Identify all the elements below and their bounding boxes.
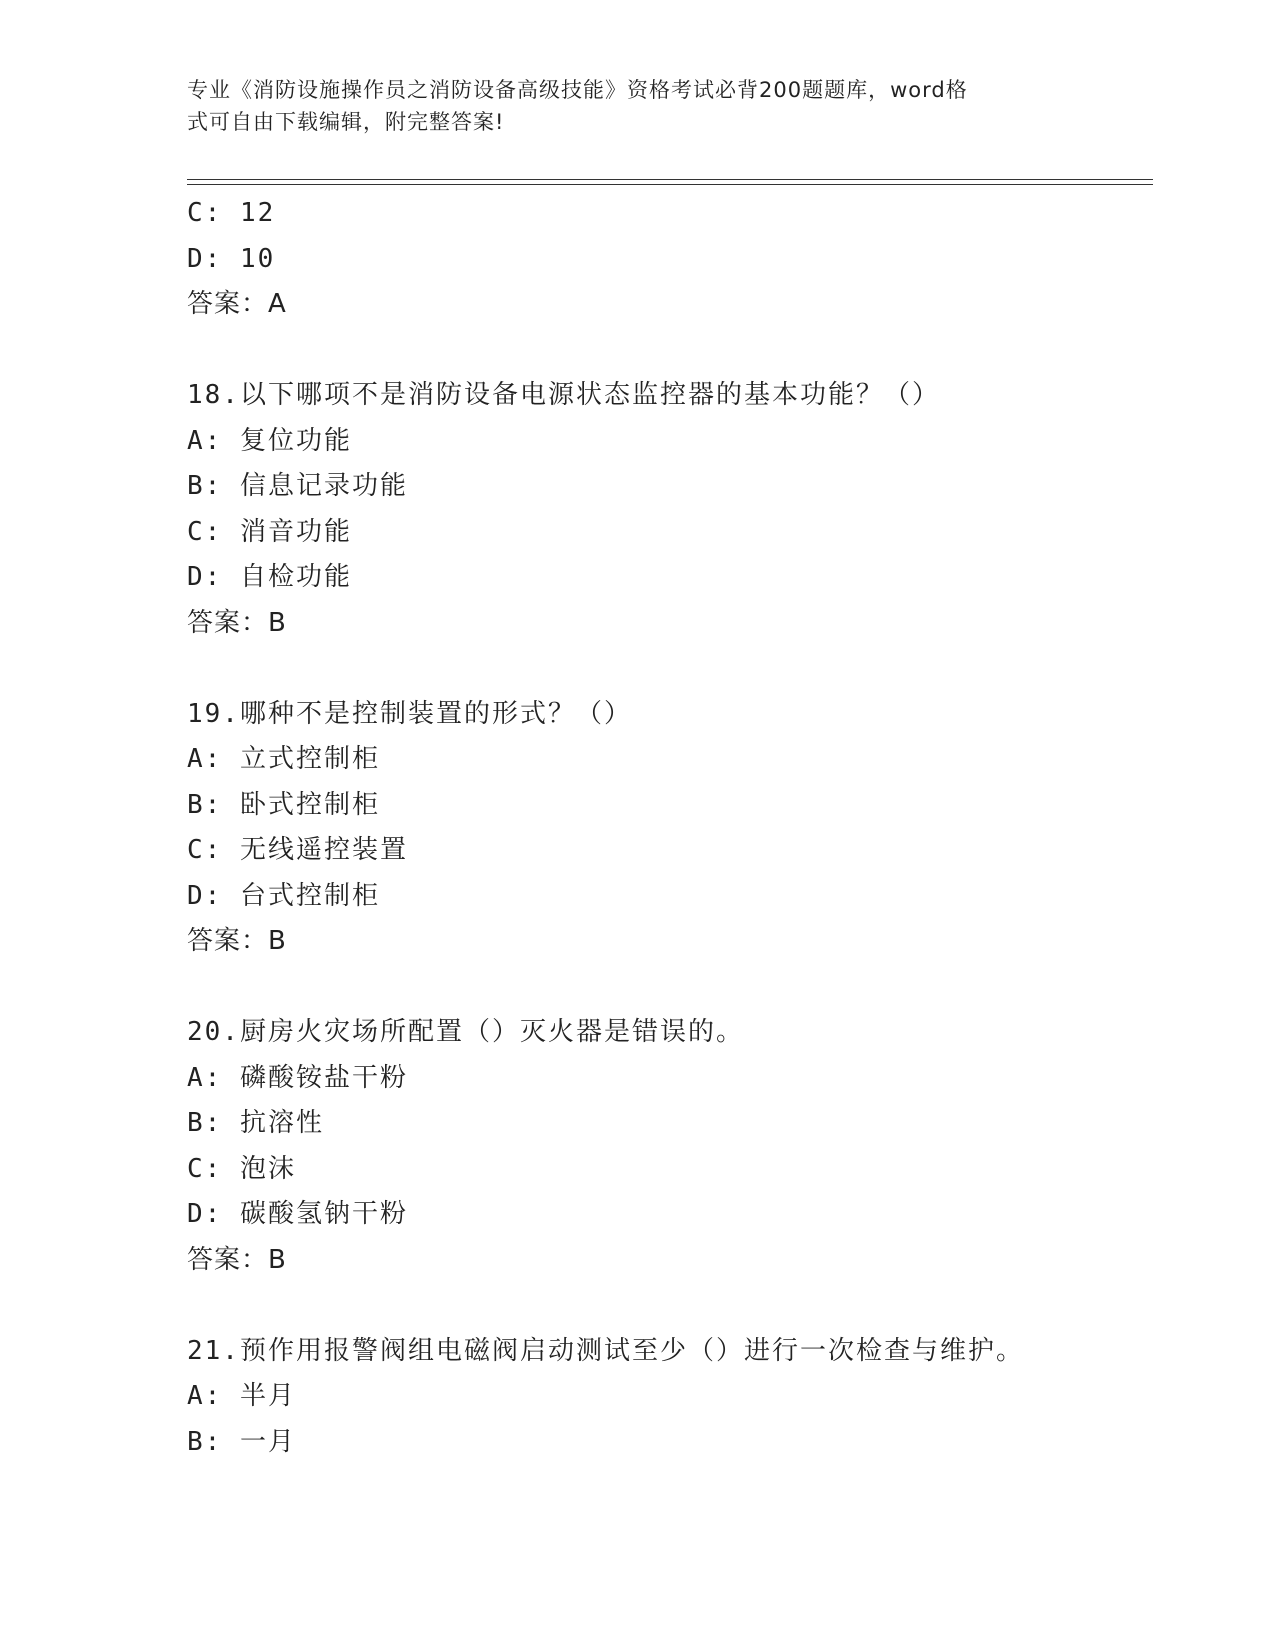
spacer xyxy=(187,646,1153,692)
question-stem: 21.预作用报警阀组电磁阀启动测试至少（）进行一次检查与维护。 xyxy=(187,1335,1024,1366)
option-d: D: 台式控制柜 xyxy=(187,880,380,911)
option-b: B: 卧式控制柜 xyxy=(187,789,380,820)
document-header xyxy=(187,74,1067,138)
question-stem: 19.哪种不是控制装置的形式？（） xyxy=(187,698,632,729)
option-c: C: 消音功能 xyxy=(187,516,352,547)
spacer xyxy=(187,328,1153,374)
answer: 答案：A xyxy=(187,289,287,319)
option-c: C: 无线遥控装置 xyxy=(187,835,408,865)
header-divider-top xyxy=(187,179,1153,180)
question-stem: 18.以下哪项不是消防设备电源状态监控器的基本功能？（） xyxy=(187,380,940,410)
option-b: B: 信息记录功能 xyxy=(187,471,408,501)
option-a: A: 复位功能 xyxy=(187,425,352,456)
header-line-1: 专业《消防设施操作员之消防设备高级技能》资格考试必背200题题库，word格 xyxy=(187,78,968,102)
option-d: D: 10 xyxy=(187,243,276,274)
option-d: D: 碳酸氢钠干粉 xyxy=(187,1199,408,1229)
answer: 答案：B xyxy=(187,607,287,638)
spacer xyxy=(187,965,1153,1011)
question-stem: 20.厨房火灾场所配置（）灭火器是错误的。 xyxy=(187,1017,744,1047)
option-b: B: 一月 xyxy=(187,1426,296,1457)
answer: 答案：B xyxy=(187,1244,287,1275)
option-a: A: 立式控制柜 xyxy=(187,744,380,774)
option-d: D: 自检功能 xyxy=(187,562,352,592)
header-divider-bottom xyxy=(187,184,1153,185)
option-b: B: 抗溶性 xyxy=(187,1108,324,1138)
spacer xyxy=(187,1283,1153,1329)
option-a: A: 半月 xyxy=(187,1381,296,1411)
option-c: C: 12 xyxy=(187,198,276,228)
question-list xyxy=(187,191,1153,1465)
option-a: A: 磷酸铵盐干粉 xyxy=(187,1062,408,1093)
option-c: C: 泡沫 xyxy=(187,1153,296,1184)
header-line-2: 式可自由下载编辑，附完整答案! xyxy=(187,110,505,134)
answer: 答案：B xyxy=(187,926,287,956)
